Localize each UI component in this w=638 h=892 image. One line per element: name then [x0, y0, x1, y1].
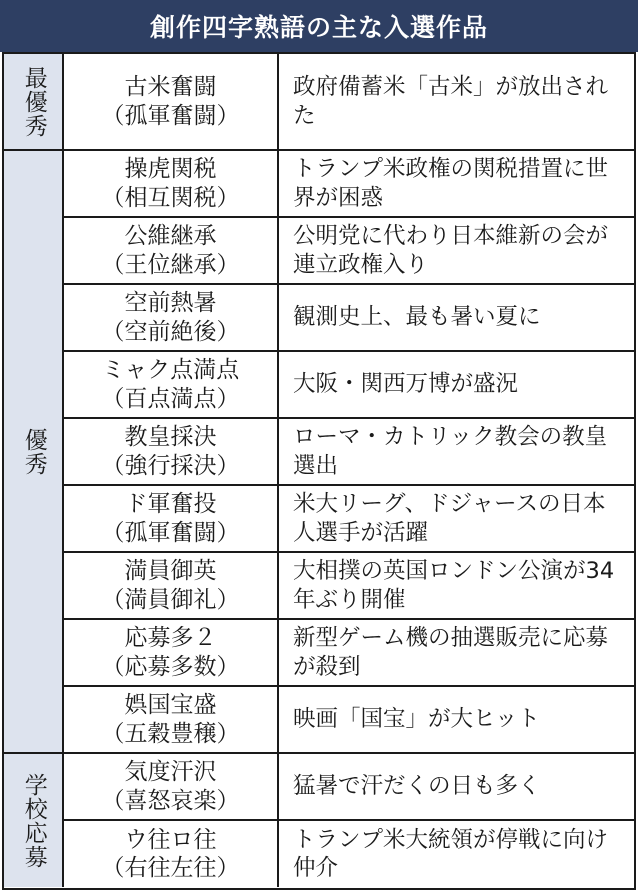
table-row-desc: トランプ米大統領が停戦に向け仲介: [293, 826, 609, 881]
coined-word: ド軍奮投: [124, 491, 217, 518]
coined-word: ウ往ロ往: [124, 826, 217, 853]
original-idiom: （五穀豊穣）: [101, 720, 240, 747]
original-idiom: （王位継承）: [101, 251, 240, 278]
original-idiom: （満員御礼）: [101, 586, 240, 613]
coined-word: 公維継承: [124, 223, 217, 250]
original-idiom: （相互関税）: [101, 184, 240, 211]
coined-word: 娯国宝盛: [124, 692, 217, 719]
table-row-word: [64, 553, 279, 620]
table-row-word: [64, 352, 279, 419]
table-row-desc: 観測史上、最も暑い夏に: [279, 285, 634, 352]
table-row-desc: 公明党に代わり日本維新の会が連立政権入り: [279, 218, 634, 285]
table-row-desc: 猛暑で汗だくの日も多く: [279, 754, 634, 821]
coined-word: ミャク点満点: [101, 357, 240, 384]
table-row-word: [64, 54, 279, 151]
table-row-word: [64, 419, 279, 486]
table-row-desc: 映画「国宝」が大ヒット: [279, 687, 634, 754]
table-row-word: [64, 620, 279, 687]
table-row-word: [64, 486, 279, 553]
table-row-desc: 米大リーグ、ドジャースの日本人選手が活躍: [279, 486, 634, 553]
table-row-desc: 政府備蓄米「古米」が放出された: [279, 54, 634, 151]
table-row-desc: ローマ・カトリック教会の教皇選出: [279, 419, 634, 486]
coined-word: 教皇採決: [124, 424, 217, 451]
table-row-desc: トランプ米政権の関税措置に世界が困惑: [279, 151, 634, 218]
original-idiom: （応募多数）: [101, 653, 240, 680]
original-idiom: （百点満点）: [101, 385, 240, 412]
entries-table: [2, 52, 636, 890]
coined-word: 空前熱暑: [124, 290, 217, 317]
coined-word: 操虎関税: [124, 156, 217, 183]
original-idiom: （空前絶後）: [101, 318, 240, 345]
coined-word: 気度汗沢: [124, 759, 217, 786]
table-row-word: [64, 218, 279, 285]
table-row-desc: 大阪・関西万博が盛況: [279, 352, 634, 419]
coined-word: 応募多２: [124, 625, 217, 652]
table-row-word: [64, 687, 279, 754]
original-idiom: （強行採決）: [101, 452, 240, 479]
table-row-word: [64, 821, 279, 887]
original-idiom: （喜怒哀楽）: [101, 787, 240, 814]
coined-word: 満員御英: [124, 558, 217, 585]
table-row-desc: 新型ゲーム機の抽選販売に応募が殺到: [279, 620, 634, 687]
table-row-word: [64, 151, 279, 218]
table-row-word: [64, 285, 279, 352]
original-idiom: （孤軍奮闘）: [101, 102, 240, 129]
table-title: 創作四字熟語の主な入選作品: [0, 0, 638, 52]
category-excellent: 優秀: [4, 151, 64, 754]
original-idiom: （孤軍奮闘）: [101, 519, 240, 546]
category-top: 最優秀: [4, 54, 64, 151]
coined-word: 古米奮闘: [124, 74, 217, 101]
category-school: 学校応募: [4, 754, 64, 887]
original-idiom: （右往左往）: [101, 855, 240, 881]
table-row-word: [64, 754, 279, 821]
table-row-desc: 大相撲の英国ロンドン公演が34年ぶり開催: [279, 553, 634, 620]
